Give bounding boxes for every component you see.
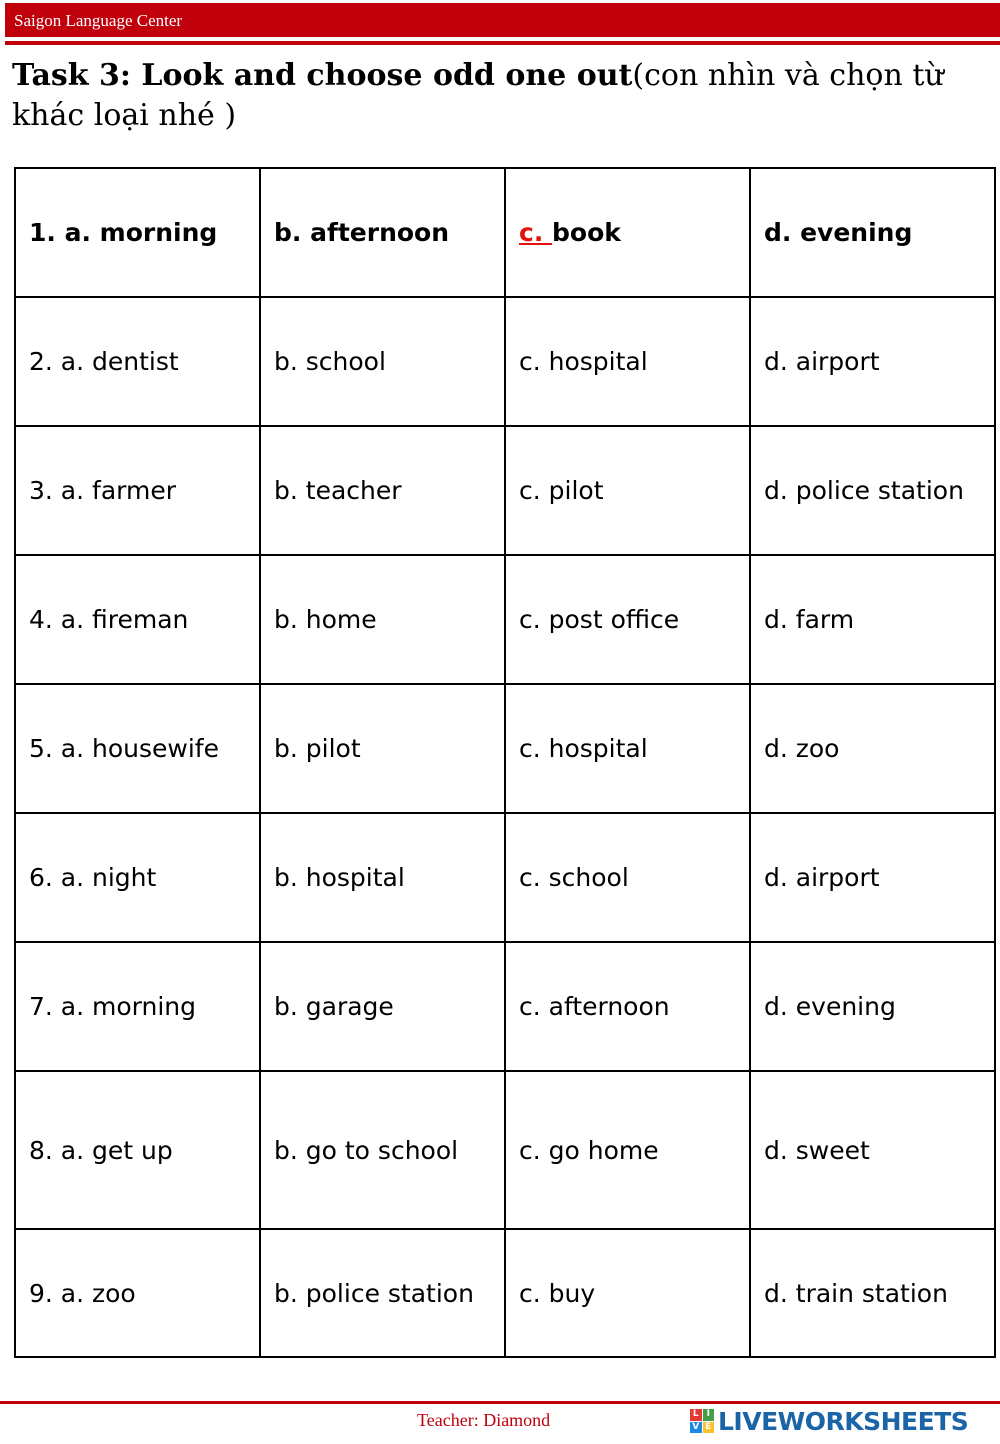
option-c[interactable] [505, 426, 750, 555]
option-d[interactable] [750, 813, 995, 942]
option-d-label: d. police station [764, 476, 964, 505]
header-divider [5, 41, 1000, 45]
option-b-label: b. teacher [274, 476, 402, 505]
question-row-5 [15, 684, 995, 813]
option-d[interactable] [750, 297, 995, 426]
task-title-instruction: (con nhìn và chọn từ khác loại nhé ) [12, 58, 944, 133]
option-b-label: b. go to school [274, 1135, 459, 1165]
selected-answer-marker: c. [519, 218, 553, 247]
option-b[interactable] [260, 555, 505, 684]
option-b[interactable] [260, 942, 505, 1071]
option-b-label: b. police station [274, 1278, 474, 1308]
option-a[interactable] [15, 942, 260, 1071]
teacher-name: Teacher: Diamond [417, 1410, 551, 1430]
option-c[interactable] [505, 942, 750, 1071]
option-b-label: b. garage [274, 992, 394, 1021]
option-d-label: d. airport [764, 863, 880, 892]
logo-tile-e: E [703, 1422, 715, 1434]
option-a-label: 5. a. housewife [29, 734, 219, 763]
option-a[interactable] [15, 168, 260, 297]
option-b[interactable] [260, 1071, 505, 1229]
option-b-label: b. home [274, 605, 377, 634]
option-d[interactable] [750, 1229, 995, 1357]
option-c-label: c. school [519, 863, 629, 892]
question-row-6 [15, 813, 995, 942]
option-a[interactable] [15, 1229, 260, 1357]
option-d-label: d. sweet [764, 1135, 870, 1165]
option-c-label: book [552, 218, 621, 247]
odd-one-out-table [14, 167, 996, 1358]
brand-name: LIVEWORKSHEETS [718, 1406, 969, 1436]
option-d-label: d. airport [764, 347, 880, 376]
option-b-label: b. afternoon [274, 218, 450, 247]
option-a-label: 4. a. fireman [29, 605, 189, 634]
option-a[interactable] [15, 426, 260, 555]
option-d-label: d. evening [764, 218, 913, 247]
option-c-label: c. pilot [519, 476, 604, 505]
option-a-label: 9. a. zoo [29, 1278, 136, 1308]
option-c[interactable] [505, 1071, 750, 1229]
option-d[interactable] [750, 555, 995, 684]
option-c-label: c. go home [519, 1135, 659, 1165]
question-row-2 [15, 297, 995, 426]
question-row-1 [15, 168, 995, 297]
option-b[interactable] [260, 297, 505, 426]
option-b[interactable] [260, 168, 505, 297]
option-a-label: 8. a. get up [29, 1135, 173, 1165]
option-c[interactable] [505, 1229, 750, 1357]
liveworksheets-logo-icon [690, 1409, 714, 1433]
option-d-label: d. train station [764, 1278, 948, 1308]
liveworksheets-brand[interactable] [690, 1404, 968, 1438]
option-d-label: d. farm [764, 605, 855, 634]
option-a[interactable] [15, 297, 260, 426]
option-c[interactable] [505, 813, 750, 942]
option-a-label: 3. a. farmer [29, 476, 176, 505]
option-a[interactable] [15, 813, 260, 942]
option-a[interactable] [15, 1071, 260, 1229]
option-c-label: c. post office [519, 605, 680, 634]
option-c[interactable] [505, 555, 750, 684]
option-b[interactable] [260, 1229, 505, 1357]
option-d-label: d. zoo [764, 734, 840, 763]
option-d[interactable] [750, 168, 995, 297]
option-b[interactable] [260, 684, 505, 813]
option-d[interactable] [750, 426, 995, 555]
option-b[interactable] [260, 426, 505, 555]
task-title [12, 56, 972, 136]
option-b-label: b. school [274, 347, 386, 376]
option-a-label: 1. a. morning [29, 218, 218, 247]
question-row-8 [15, 1071, 995, 1229]
task-title-bold: Task 3: Look and choose odd one out [12, 58, 633, 93]
question-row-4 [15, 555, 995, 684]
option-b-label: b. hospital [274, 863, 405, 892]
option-c-label: c. hospital [519, 347, 648, 376]
question-row-3 [15, 426, 995, 555]
option-c-label: c. buy [519, 1278, 596, 1308]
option-d[interactable] [750, 1071, 995, 1229]
center-name: Saigon Language Center [14, 11, 183, 30]
logo-tile-l: L [690, 1409, 702, 1421]
option-b[interactable] [260, 813, 505, 942]
option-d[interactable] [750, 942, 995, 1071]
option-d-label: d. evening [764, 992, 896, 1021]
option-c[interactable] [505, 297, 750, 426]
option-a-label: 7. a. morning [29, 992, 197, 1021]
option-c-label: c. hospital [519, 734, 648, 763]
question-row-9 [15, 1229, 995, 1357]
option-c-selected[interactable] [505, 168, 750, 297]
option-c-label: c. afternoon [519, 992, 670, 1021]
logo-tile-v: V [690, 1422, 702, 1434]
question-row-7 [15, 942, 995, 1071]
logo-tile-i: I [703, 1409, 715, 1421]
option-c[interactable] [505, 684, 750, 813]
option-a[interactable] [15, 684, 260, 813]
option-a-label: 2. a. dentist [29, 347, 179, 376]
option-a-label: 6. a. night [29, 863, 157, 892]
option-b-label: b. pilot [274, 734, 361, 763]
option-d[interactable] [750, 684, 995, 813]
option-a[interactable] [15, 555, 260, 684]
